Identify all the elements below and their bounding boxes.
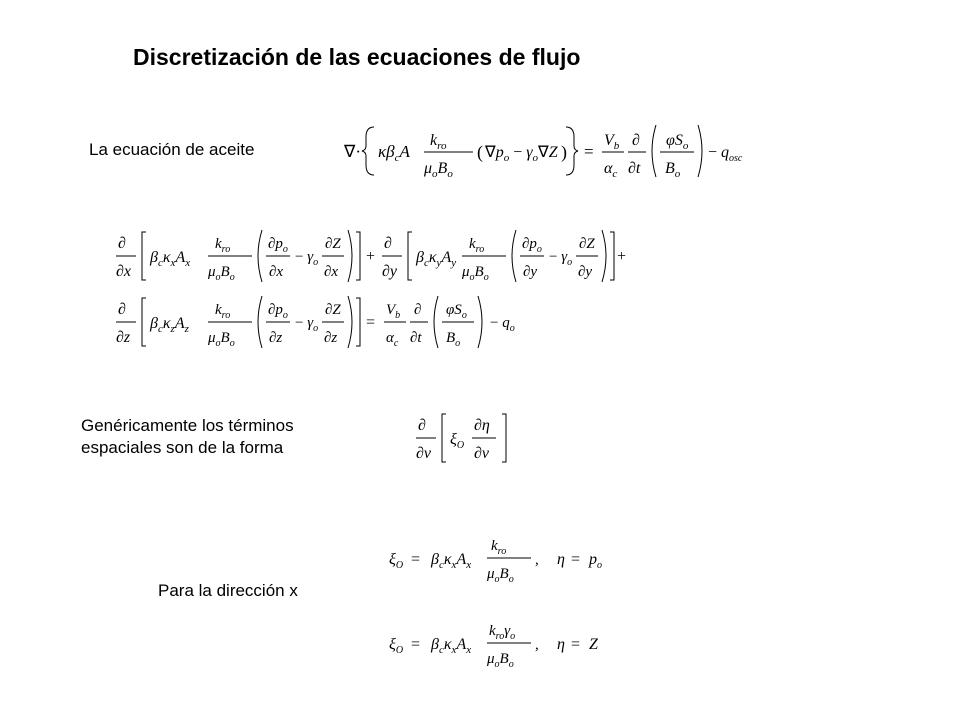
svg-text:kro: $k_{ro}$ bbox=[491, 538, 507, 557]
svg-text:∂t: ∂t bbox=[628, 160, 641, 177]
svg-text:=: = bbox=[571, 551, 581, 568]
svg-text:ξO: $\xi_O$ bbox=[450, 431, 465, 451]
svg-text:∂y: ∂y bbox=[382, 263, 398, 280]
svg-text:ξO: $\xi_O$ bbox=[389, 636, 404, 656]
svg-text:− γo: − $\gamma_o$ bbox=[295, 249, 319, 268]
svg-text:∂po: $\partial p_o$ bbox=[268, 236, 288, 255]
svg-text:φSo: $\varphi S_o$ bbox=[446, 302, 467, 321]
svg-text:∂t: ∂t bbox=[410, 330, 422, 346]
svg-text:,: , bbox=[535, 637, 539, 653]
svg-text:αc: $\alpha_c$ bbox=[604, 160, 618, 180]
svg-text:μoBo: $\mu_oB_o$ bbox=[462, 264, 489, 283]
svg-text:=: = bbox=[411, 551, 421, 568]
svg-text:kro: $k_{ro}$ bbox=[430, 132, 447, 152]
svg-text:ξO: $\xi_O$ bbox=[389, 551, 404, 571]
svg-text:∂z: ∂z bbox=[324, 330, 338, 346]
svg-text:kroγo: $k_{ro}\gamma_o$ bbox=[489, 623, 516, 642]
slide-title: Discretización de las ecuaciones de flujo bbox=[133, 44, 581, 70]
svg-text:∇po − γo∇Z: $\nabla p_o - \gamma_o\nabla Z$ bbox=[485, 144, 558, 164]
svg-text:∂x: ∂x bbox=[269, 264, 284, 280]
svg-text:∂Z: ∂Z bbox=[579, 236, 595, 252]
svg-text:η: η bbox=[557, 551, 565, 568]
svg-text:∂η: ∂η bbox=[474, 417, 490, 434]
svg-text:=: = bbox=[411, 636, 421, 653]
svg-text:μoBo: $\mu_oB_o$ bbox=[208, 330, 235, 349]
generic-terms-label-line2: espaciales son de la forma bbox=[81, 438, 284, 457]
svg-text:∂x: ∂x bbox=[324, 264, 339, 280]
generic-terms-label-line1: Genéricamente los términos bbox=[81, 416, 294, 435]
oil-equation-label: La ecuación de aceite bbox=[89, 140, 255, 159]
svg-text:∂po: $\partial p_o$ bbox=[522, 236, 542, 255]
svg-text:): ) bbox=[561, 142, 567, 162]
expanded-equation bbox=[112, 228, 632, 358]
svg-text:∂z: ∂z bbox=[116, 329, 131, 346]
svg-text:∂: ∂ bbox=[384, 235, 392, 252]
x-direction-pressure-equation bbox=[385, 530, 625, 586]
svg-text:kro: $k_{ro}$ bbox=[215, 302, 231, 321]
svg-text:Vb: $V_b$ bbox=[604, 132, 620, 152]
oil-equation bbox=[340, 115, 743, 185]
svg-text:+: + bbox=[617, 248, 627, 265]
svg-text:∂v: ∂v bbox=[474, 445, 490, 462]
svg-text:∂Z: ∂Z bbox=[325, 302, 341, 318]
svg-text:φSo: $\varphi S_o$ bbox=[666, 132, 689, 152]
svg-text:∂z: ∂z bbox=[269, 330, 283, 346]
generic-form-equation bbox=[412, 410, 512, 470]
svg-text:∂: ∂ bbox=[118, 301, 126, 318]
svg-text:− qo: − $q_o$ bbox=[490, 315, 515, 334]
svg-text:=: = bbox=[584, 142, 594, 161]
svg-text:∂y: ∂y bbox=[578, 264, 593, 280]
x-direction-elevation-equation bbox=[385, 615, 625, 671]
svg-text:η: η bbox=[557, 636, 565, 653]
svg-text:− γo: − $\gamma_o$ bbox=[295, 315, 319, 334]
svg-text:∂x: ∂x bbox=[116, 263, 132, 280]
svg-text:∂: ∂ bbox=[414, 302, 422, 318]
svg-text:+: + bbox=[366, 248, 376, 265]
svg-text:μoBo: $\mu_oB_o$ bbox=[487, 566, 514, 585]
svg-text:βcκyAy: $\beta_c\kappa_yA_y$ bbox=[416, 249, 457, 269]
svg-text:(: ( bbox=[477, 142, 483, 162]
svg-text:∂: ∂ bbox=[632, 132, 640, 149]
svg-text:=: = bbox=[366, 314, 376, 331]
svg-text:∂po: $\partial p_o$ bbox=[268, 302, 288, 321]
svg-text:βcκxAx: $\beta_c\kappa_xA_x$ bbox=[431, 636, 472, 656]
x-direction-label: Para la dirección x bbox=[158, 581, 298, 600]
svg-text:Bo: $B_o$ bbox=[665, 160, 681, 180]
svg-text:∂: ∂ bbox=[418, 417, 426, 434]
svg-text:kro: $k_{ro}$ bbox=[215, 236, 231, 255]
svg-text:μoBo: $\mu_oB_o$ bbox=[424, 160, 453, 180]
svg-text:kro: $k_{ro}$ bbox=[469, 236, 485, 255]
svg-text:βcκxAx: $\beta_c\kappa_xA_x$ bbox=[150, 249, 191, 269]
svg-text:− qosc: − $q_{osc}$ bbox=[708, 144, 743, 164]
svg-text:Vb: $V_b$ bbox=[386, 302, 401, 321]
svg-text:βcκxAx: $\beta_c\kappa_xA_x$ bbox=[431, 551, 472, 571]
svg-text:− γo: − $\gamma_o$ bbox=[549, 249, 573, 268]
svg-text:αc: $\alpha_c$ bbox=[386, 330, 399, 349]
svg-text:∂v: ∂v bbox=[416, 445, 432, 462]
svg-text:po: $p_o$ bbox=[589, 551, 602, 571]
svg-text:μoBo: $\mu_oB_o$ bbox=[208, 264, 235, 283]
svg-text:Bo: $B_o$ bbox=[446, 330, 461, 349]
svg-text:,: , bbox=[535, 552, 539, 568]
svg-text:=: = bbox=[571, 636, 581, 653]
svg-text:βcκzAz: $\beta_c\kappa_zA_z$ bbox=[150, 315, 189, 335]
svg-text:Z: Z bbox=[589, 636, 598, 653]
svg-text:∂Z: ∂Z bbox=[325, 236, 341, 252]
svg-text:∇·: ∇· bbox=[344, 142, 362, 161]
svg-text:μoBo: $\mu_oB_o$ bbox=[487, 651, 514, 670]
svg-text:κβcA: $\kappa\beta_cA$ bbox=[378, 142, 410, 164]
svg-text:∂: ∂ bbox=[118, 235, 126, 252]
svg-text:∂y: ∂y bbox=[523, 264, 538, 280]
